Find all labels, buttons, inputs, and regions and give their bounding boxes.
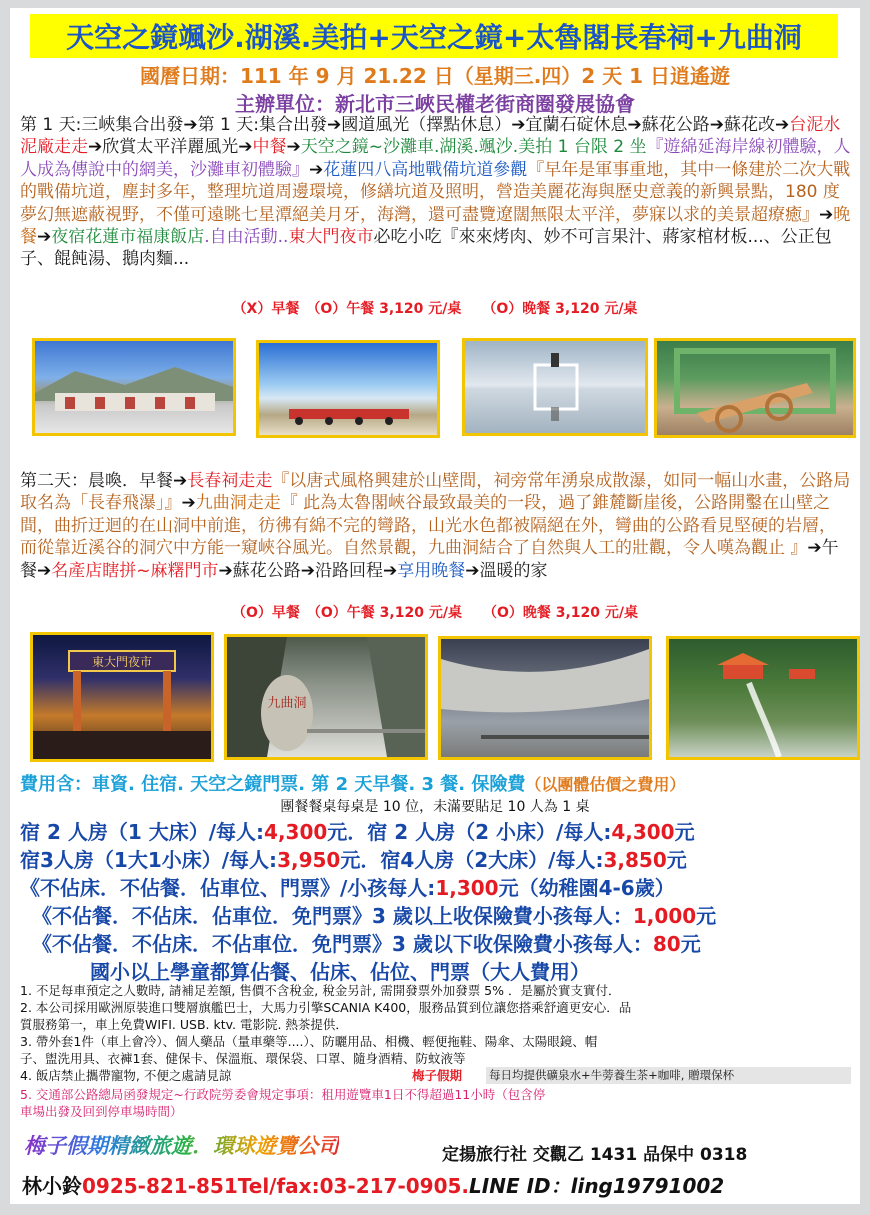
day1-gather: 第 1 天:集合出發 [197, 115, 327, 135]
arrow-icon: ➔ [465, 560, 480, 581]
note-1: 1. 不足每車預定之人數時, 請補足差額, 售價不含稅金, 稅金另計, 需開發票外加發票 5% ．是屬於實支實付． [20, 983, 621, 998]
price-unit: 元 [680, 932, 701, 956]
night-market-sign: 東大門夜市 [91, 655, 153, 669]
day1-meals: （X）早餐 （O）午餐 3,120 元/桌 （O）晚餐 3,120 元/桌 [232, 301, 638, 317]
price-label: 宿3人房（1大1小床）/每人: [20, 848, 278, 872]
fee-includes [20, 770, 685, 796]
day2-shopping: 名產店瞎拼~麻糬門市 [51, 560, 219, 581]
day1-sky-mirror: 天空之鏡~沙灘車.湖溪.颯沙.美拍 1 台限 2 坐 [300, 137, 647, 158]
agency-license: 定揚旅行社 交觀乙 1431 品保中 0318 [442, 1145, 748, 1165]
day2-suhua: 蘇花公路 [232, 560, 301, 581]
day2-start: 第二天：晨喚．早餐 [20, 471, 173, 491]
arrow-icon: ➔ [183, 115, 198, 135]
day1-tunnel: 花蓮四八高地戰備坑道參觀 [323, 159, 528, 180]
note-4: 4. 飯店禁止攜帶寵物, 不便之處請見諒 [20, 1068, 232, 1083]
price-unit: 元 [696, 904, 717, 928]
price-row-triple-quad [20, 844, 687, 873]
contact-line [22, 1170, 724, 1199]
day1-hotel: 夜宿花蓮市福康飯店 [51, 227, 205, 248]
day2-changchun-desc: 『以唐式風格興建於山壁間，祠旁常年湧泉成散瀑，如同一幅山水畫，公路局取名為「長春飛瀑」』 [20, 471, 851, 514]
day1-itinerary [20, 114, 852, 296]
arrow-icon: ➔ [709, 115, 724, 135]
contact-phone[interactable]: 0925-821-851 [82, 1174, 238, 1198]
day2-itinerary [20, 470, 852, 624]
tour-date: 國曆日期：111 年 9 月 21.22 日（星期三.四）2 天 1 日逍遙遊 [139, 64, 731, 88]
price-row-double [20, 816, 695, 845]
title-banner [30, 14, 838, 58]
note-5: 5. 交通部公路總局函發規定~行政院勞委會規定事項：租用遊覽車1日不得超過11小時（包含停 [20, 1087, 546, 1102]
price-label: 宿 2 人房（1 大床）/每人: [20, 820, 265, 844]
day1-snacks: 必吃小吃『來來烤肉、妙不可言果汁、蔣家棺材板...、公正包子、餛飩湯、鵝肉麵... [20, 227, 832, 270]
day2-changchun: 長春祠走走 [187, 471, 273, 491]
photo-sky-mirror [462, 338, 648, 436]
day1-dinner: 晚餐 [20, 204, 851, 248]
note-2: 2. 本公司採用歐洲原裝進口雙層旗艦巴士，大馬力引擎SCANIA K400，服務品質到位讓您搭乘舒適更安心．品 [20, 1000, 632, 1015]
organizer: 主辦單位：新北市三峽民權老街商圈發展協會 [235, 92, 635, 116]
day1-start: 第 1 天:三峽集合出發 [20, 115, 184, 135]
day1-cement-plant: 台泥水泥廠走走 [20, 115, 841, 158]
photo-scene [35, 341, 233, 433]
gift-note: 每日均提供礦泉水+牛蒡養生茶+咖啡, 贈環保杯 [486, 1067, 851, 1084]
note-5-cont: 車場出發及回到停車場時間） [20, 1104, 183, 1119]
photo-cement-park [32, 338, 236, 436]
price-label: 《不佔餐．不佔床．佔車位．免門票》3 歲以上收保險費小孩每人： [32, 904, 633, 928]
day1-suhua: 蘇花公路 [641, 115, 710, 135]
page-title: 天空之鏡颯沙.湖溪.美拍+天空之鏡+太魯閣長春祠+九曲洞 [66, 21, 802, 54]
price-label: 元．宿 2 人房（2 小床）/每人: [327, 820, 612, 844]
price-row-child-under3 [32, 928, 701, 957]
contact-tel-fax[interactable]: Tel/fax:03-217-0905. [237, 1174, 470, 1198]
day2-dinner: 享用晚餐 [397, 560, 466, 581]
price-unit: 元 [674, 820, 695, 844]
day1-suhua-new: 蘇花改 [723, 115, 775, 135]
price-label: 《不佔餐．不佔床．不佔車位．免門票》3 歲以下收保險費小孩每人： [32, 932, 653, 956]
table-rule: 團餐餐桌每桌是 10 位，未滿要貼足 10 人為 1 桌 [280, 799, 590, 815]
gift-brand: 梅子假期 [412, 1068, 463, 1083]
arrow-icon: ➔ [326, 115, 342, 135]
arrow-icon: ➔ [173, 471, 188, 491]
fee-includes-note: （以團體估價之費用） [525, 775, 686, 794]
arrow-icon: ➔ [807, 538, 822, 559]
price-row-child-kindergarten [20, 872, 675, 901]
day1-pacific: 欣賞太平洋麗風光 [102, 137, 239, 158]
price-value: 3,950 [277, 848, 341, 872]
day1-free: .自由活動.. [204, 227, 289, 248]
day1-lunch: 中餐 [252, 137, 287, 158]
day1-tunnel-desc: 『早年是軍事重地，其中一條建於二次大戰的戰備坑道，塵封多年，整理坑道周邊環境，修繕坑道及照明，營造美麗花海與歷史意義的新興景點，180 度夢幻無遮蔽視野，不僅可遠眺七星潭絕美月牙，海灣，還可盡覽遼闊無限太平洋，夢寐以求的美景超療癒』 [20, 159, 851, 225]
photo-gorge [438, 636, 652, 760]
day2-jiuqu-desc: 『 此為太魯閣峽谷最致最美的一段，過了錐麓斷崖後，公路開鑿在山壁之間，曲折迂迴的在山洞中前進，彷彿有綿不完的彎路，山光水色都被隔絕在外，彎曲的公路看見堅硬的岩層，而從靠近溪谷的洞穴中方能一窺峽谷風光。自然景觀，九曲洞結合了自然與人工的壯觀，令人嘆為觀止 』 [20, 493, 836, 559]
photo-scene [657, 341, 853, 435]
photo-scene [441, 639, 649, 757]
contact-line-id[interactable]: LINE ID：ling19791002 [469, 1174, 725, 1198]
company-brand: 梅子假期精緻旅遊．環球遊覽公司 [24, 1130, 339, 1160]
day1-highway: 國道風光（擇點休息） [341, 115, 512, 135]
arrow-icon: ➔ [774, 115, 790, 135]
arrow-icon: ➔ [37, 560, 52, 581]
day1-rest: 宜蘭石碇休息 [525, 115, 628, 135]
day1-sky-mirror-desc: 『遊綿延海岸線初體驗，人人成為傳說中的網美，沙灘車初體驗』 [20, 137, 851, 180]
price-unit: 元 [666, 848, 687, 872]
arrow-icon: ➔ [218, 560, 233, 581]
arrow-icon: ➔ [286, 137, 301, 158]
photo-scene [465, 341, 645, 433]
arrow-icon: ➔ [300, 560, 315, 581]
day1-night-market: 東大門夜市 [288, 227, 374, 248]
day2-jiuqu: 九曲洞走走 [195, 493, 281, 514]
price-label: 元．宿4人房（2大床）/每人: [340, 848, 604, 872]
price-value: 4,300 [264, 820, 328, 844]
arrow-icon: ➔ [309, 159, 324, 180]
price-value: 1,000 [632, 904, 697, 928]
note-3-cont: 子、盥洗用具、衣褲1套、健保卡、保溫瓶、環保袋、口罩、隨身酒精、防蚊液等 [20, 1051, 466, 1066]
arrow-icon: ➔ [181, 493, 196, 514]
arrow-icon: ➔ [88, 137, 103, 158]
stone-label: 九曲洞 [267, 696, 307, 711]
photo-scene [33, 635, 211, 759]
price-row-students: 國小以上學童都算佔餐、佔床、佔位、門票（大人費用） [90, 960, 590, 984]
flyer-sheet [10, 8, 860, 1204]
arrow-icon: ➔ [511, 115, 526, 135]
photo-scene [259, 343, 437, 435]
photo-scene [227, 637, 425, 757]
photo-changchun-shrine [666, 636, 860, 760]
photo-cannon [654, 338, 856, 438]
price-value: 3,850 [603, 848, 667, 872]
day2-meals: （O）早餐 （O）午餐 3,120 元/桌 （O）晚餐 3,120 元/桌 [232, 605, 638, 621]
arrow-icon: ➔ [37, 227, 52, 248]
price-value: 1,300 [435, 876, 499, 900]
price-value: 80 [652, 932, 681, 956]
price-value: 4,300 [611, 820, 675, 844]
arrow-icon: ➔ [627, 115, 642, 135]
photo-beach-atv [256, 340, 440, 438]
day2-return: 沿路回程 [315, 560, 383, 581]
photo-night-market [30, 632, 214, 762]
price-unit: 元（幼稚園4-6歲） [498, 876, 675, 900]
photo-scene [669, 639, 857, 757]
day2-lunch: 午餐 [20, 538, 839, 581]
arrow-icon: ➔ [819, 204, 834, 225]
arrow-icon: ➔ [383, 560, 398, 581]
price-row-child-over3 [32, 900, 716, 929]
contact-name: 林小鈴 [22, 1174, 82, 1198]
fee-includes-text: 費用含：車資. 住宿. 天空之鏡門票. 第 2 天早餐. 3 餐. 保險費 [20, 774, 526, 795]
note-3: 3. 帶外套1件（車上會冷）、個人藥品（量車藥等....）、防曬用品、相機、輕便拖鞋、陽傘、太陽眼鏡、帽 [20, 1034, 598, 1049]
photo-jiuqu-stone [224, 634, 428, 760]
note-2-cont: 質服務第一，車上免費WIFI. USB. ktv. 電影院. 熱茶提供． [20, 1017, 348, 1032]
arrow-icon: ➔ [238, 137, 253, 158]
day2-home: 溫暖的家 [479, 560, 548, 581]
price-label: 《不佔床．不佔餐．佔車位、門票》/小孩每人: [20, 876, 436, 900]
